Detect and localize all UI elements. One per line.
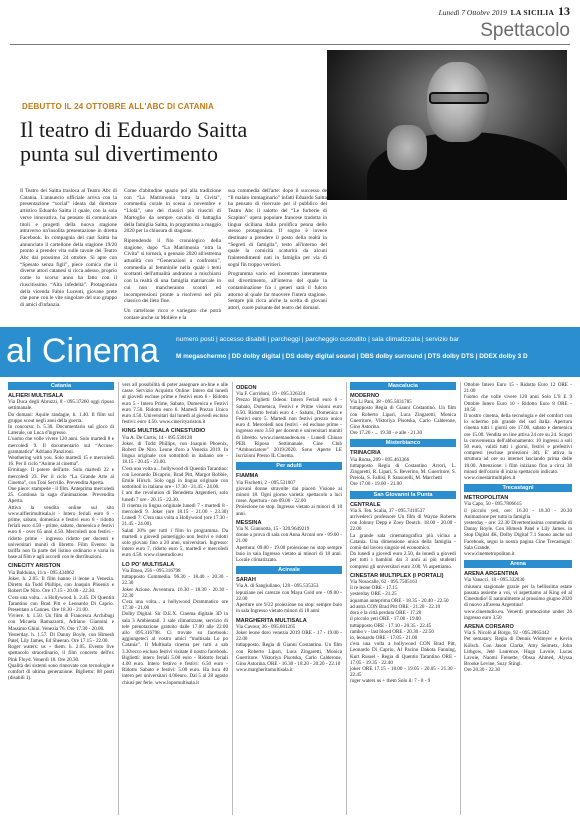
listing-line: Via Capo, 50 - 095.7806615 xyxy=(464,501,522,508)
listing-line: La grande sala cinematografica più vicina a Catania. Una dimensione unica della famiglia - comò dal lavoro singolo ed economico. xyxy=(350,532,456,552)
listing-line: Dolby Digital. Sir D.E.X. Cinema digitale 3D in sala 3 Ambientali. 3 sale climatizzate, servizio di tele prenotazione gratuito dalle 17.00 alle 22.00 allo 095.316798. Ci trovate su facebook: aggiungeteci al vostro amici “multisala Lo po Catania”. Il Multisala cinema per tutti a sab 3.30/ecco escluso festivi visitate il nostro facebook. Biglietti: intero feriali 5.00 euro - Ridotto feriali 4.00 euro. Intero festivo e festivi: 6.50 euro - Ridotto Sabato e festivi: 5.00 euro. Ha luca 40 intero per universitari 4.00euro. Dal 5 al 28 agosto chiusi per ferie. www.lopomultisala.it xyxy=(122,611,228,686)
cinema-name: ARENA CORSARO xyxy=(464,623,514,630)
article-paragraph: Il Teatro dei Saitta traslocа al Teatro Abc di Catania. L'annuncio ufficiale arriva con la presentazione “social” ideata dal direttore artistico Eduardo Saitta il quale, con la sola verve innovativa, ha pensato di comunicare titoli e progetti della nuova stagione attraverso un'insolita presentazione in diretta Facebook. In compagnia del cast Saitta ha annunciato il cartellone della stagione 19/20 pronto a prender vita sulle tavole del Teatro Abc dal prossimo 24 ottobre. Si apre con “Spesato senza figli”, piece comica che il diverse attori catanesi si ricca adesso, proprio come lo scorso anno ha fatto con il riuscitissimo “Alta infedeltà”. Protagonista della vicenda Fabio Lucenti, giovane prete che pone con le vite singolare del suo gruppo di amici d'infanzia. xyxy=(20,188,117,308)
listing-line: Via Etnea, 256 - 095.316798 xyxy=(122,567,181,574)
column-divider xyxy=(346,382,347,815)
cinema-name: CINECITY ARISTON xyxy=(8,563,61,570)
listing-line: C'era una volta a... hollywood di Quentin Tarantino: con Leonardo Dicaprio, Brad Pitt, Margot Robbie, Emile Hirsch. Solo oggi in lingua originale con sottotitoli in italiano ore - 17.30 - 21.45 - 24.00. xyxy=(122,465,228,491)
article-photo xyxy=(327,50,567,200)
listing-column-2 xyxy=(122,382,228,686)
article-paragraph: Programma vario ed incentrato interamente sul divertimento, all'interno del quale la contaminazione fra i generi sarà il fulcro attorno al quale far muovere l'intera stagione. Sempre più ricca anche la scelta di giovani attori, cuore pulsante del teatro del domani. xyxy=(228,271,327,311)
newspaper-brand: LA SICILIA xyxy=(510,8,555,17)
listing-line: Joker. h. 2.05. Il film hanno il leone a Venezia. Diretto da Todd Phillips, con Joaquin Phoenix e Robert De Niro. Ore 17.15 - 20.00 - 22.30. xyxy=(8,575,114,595)
listing-column-5 xyxy=(464,382,572,674)
cinema-name: LO PO' MULTISALA xyxy=(122,561,175,568)
listing-line: giovani donne stravolte dai piaceri Visione ai minori 18. Ogni giorno varietà: spettacolo a luci rosse. Apertura - ore 09.00 - 22.00 xyxy=(236,485,342,505)
listing-line: Ore 17.00 - 19.00 - 21.00 xyxy=(350,481,402,488)
listing-line: Apertura: 09.00 - 19.00 proiezione no stop sempre buio in sala Ingresso vietato ai minori di 18 anni. Locale climatizzato. xyxy=(236,544,342,564)
article-column-3 xyxy=(228,188,327,315)
cinema-name: KING MULTISALA CINESTUDIO xyxy=(122,428,206,435)
listing-line: Via Cavour, 36 - 095.601265 xyxy=(236,623,296,630)
listing-line: Da lunedì a giovedì euro 2.50, da lunedì a giovedì per tutti i bambini dai 3 anni ai più studenti compresi gli universitari euro 3.00. Vi aspettiamo. xyxy=(350,551,456,570)
article-paragraph: Come d'abitudine spazio poi alla tradizione con “La Matrimonia ‘ntra la Civita”, commedia corale in scena a novembre e “Liolà”, uno dei classici più riusciti di Martoglio da sempre cavallo di battaglia della famiglia Saitta, in programma a maggio 2020 per la chiusura di stagione. xyxy=(124,188,221,235)
city-header: Acireale xyxy=(236,566,342,574)
legend-icons-row: numero posti | accesso disabili | parcheggi | parcheggio custodito | sala climatizzata | servizio bar xyxy=(176,336,460,343)
cinema-name: MESSINA xyxy=(236,519,262,526)
listing-line: ad astra CON Brad Pitt ORE - 21.20 - 22.10 xyxy=(350,603,441,610)
article-headline xyxy=(20,118,320,166)
listing-line: io, leonardo ORE - 17.05 - 21.00 xyxy=(350,634,418,641)
cinema-name: SARAH xyxy=(236,577,256,584)
listing-line: rambo v - last blood ORE - 20.30 - 22.50 xyxy=(350,628,434,635)
photo-glasses-shape xyxy=(429,92,489,104)
listing-line: Roger waters: us + them. h. 2.05. Evento live spettacolo straordinario, il film concerto dell'ex Pink Floyd. Venerdì 18. Ore 20.30. xyxy=(8,644,114,663)
listing-line: Via Li Pani, 38 - 095.5831785 xyxy=(350,399,412,406)
headline-line-2: punta sul divertimento xyxy=(20,141,218,166)
listing-line: Via Roma, 209 - 095.463366 xyxy=(350,456,410,463)
listing-line: Joker. di Todd Phillips, con Joaquin Phoenix, Robert De Niro. Leone d'oro a Venezia 2019. In lingua originale con sottotitoli in italiano ore - 18.15 - 20.45 - 23.00. xyxy=(122,440,228,466)
column-divider xyxy=(460,382,461,815)
listing-line: Prezzo Biglietti Odeon: Intero Feriali euro 6 - Sabato, Domenica, Festivi e Prime visioni euro 6.50. Ridotto feriali euro 4 - Sabato, Domenica e Festivi euro 5. Martedì non festivi prezzo unico euro 4. Mercoledì non festivi - ed escluse prime - ingresso euro 3.50 per docenti e universitari muniti di libretto. www.cinemaodeon.eu - Lunedì Chiuso PER Riposo Settimanale. Cine Club “Ambasciatore” 2019/2020. Sono Aperte LE Iscrizioni Presso IL Cinema. xyxy=(236,397,342,460)
legend-audio-row: M megaschermo | DD dolby digital | DS dolby digital sound | DBS dolby surround | DTS dolby DTS | DDEX dolby 3 D xyxy=(176,353,528,360)
listing-line: lepuziane nei carezze con Maya Gold ore - 09.00 - 22.00 xyxy=(236,589,342,602)
cinema-name: METROPOLITAN xyxy=(464,495,509,502)
listing-line: chiusura stagionale grazie per la bellissima estate passata assieme a voi, vi aspettiamo al King ed al Cinestudio! E naturalmente al prossimo giugno 2020 di nuovo all'arena Argentina! xyxy=(464,583,572,609)
listing-line: Attiva la vendita online sul sito www.alfierimultisala.it - Intero feriali euro 6 - prime, sabato, domenica e festivi euro 8 - ridotto feriali euro 4.50 - prime, sabato, domenica e festivi euro 6 - over 65 anni 4.50. Mercoledì non festivi - ridotto prime - ingresso ridotto per docenti e universitari muniti di libretto. Film Evento: la tariffa non fa parte del listino ordinario e varia in base al film e agli accordi con le distribuzioni. xyxy=(8,504,114,561)
listing-line: Via N. Giannotta, 15 - 320.9649219 xyxy=(236,526,310,533)
listing-line: Yesterday. h. 1.57. Di Danny Boyle, con Himesh Patel, Lily James, Ed Sheeran. Ore 17.15 - 22.00. xyxy=(8,631,114,644)
header-rule xyxy=(10,44,570,45)
listing-line: arrivederci professore Un film di Wayne Roberts con Johnny Depp e Zoey Deutch. 18.00 - 20.00 - 22.00 xyxy=(350,514,456,533)
listing-line: Pet sematary. Regia di Dennis Widmyer e Kevin Kölsch. Con Jason Clarke, Amy Seimetz, John Lithgow, Jeté Laurence, Hugo Lavoie, Lucas Lavoie, Naomi Frenette, Obssa Ahmed, Alyssa Brooke Levine, Suzy Stingl. xyxy=(464,636,572,668)
article-column-1 xyxy=(20,188,117,312)
article-paragraph: sua commedia dell'arte: dopo il successo de “Il malato immaginario” infatti Eduardo Saitta ha pensato di riservare per il pubblico del Teatro Abc il salotto del “Le furberie di Scapino” opera popolare francese tradotta in lingua siciliana dalla prolifica penna dello stesso protagonista. Il sogno è invece destinato a prendere il posto della realtà in “Segreti di famiglia”, testo all'interno del quale la comicità scaturirà da alcuni fraintendimenti nati in famiglia per via di sogni fin troppo veritieri. xyxy=(228,188,327,268)
listing-line: Ore 17.20 - ... 19.30 - e alle - 21.30 xyxy=(350,430,423,437)
article-paragraph: Riprendendo il filo cronologico della stagione, dopo “La Matrimonia ‘ntra la Civita” si tornerà, a gennaio 2020 all'estrema attualità con “Generazioni a confronto”, commedia al femminile nella quale i temi scottanti dell'attualità andranno a mischiarsi con la realtà di una famiglia matriarcale in cui non mancheranno scontri ed incomprensioni pronte a risolversi nel più classico dei lieto fine. xyxy=(124,237,221,305)
listing-line: Il nostro cinema, della tecnologia e del comfort con lo schermo più grande del sud Italia. Apertura cinema tutti i giorni ore 17.00, sabato e domenica ore 15.00. Vendita on line attiva 24 ore su 24. Scopri la convenienza dell'abbonamento: 10 ingressi a soli 50 euro, validi tutti i giorni, festivi e prefestivi compresi (escluse proiezioni 3d). E' attiva la struttura ad ore su internet lasciando prima delle 18.00. Attenzione: i film iniziano fino a circa 30 minuti dell'orario di inizio spettacolo indicato. xyxy=(464,413,572,475)
cinema-banner xyxy=(0,327,580,377)
listing-line: il re leone ORE - 17.15 xyxy=(350,585,398,592)
listing-line: Proiezione no stop. Ingresso vietato ai minori di 18 anni. xyxy=(236,504,342,517)
listing-line: Qualità dei sistemi sono rinnovate con tecnologie e comfort di ultima generazione. Biglietto: 88 posti (disabili 1). xyxy=(8,662,114,682)
listing-line: In concorso: h. 5.30. Documentario sul gioco di Laterale, un Luca d'ingresso. xyxy=(8,424,114,437)
listing-column-4 xyxy=(350,382,456,685)
listing-line: joker ORE 17.15 - 18.00 - 19.05 - 20.05 - 21.30 - 22.45 xyxy=(350,665,456,679)
listing-line: tuttapposto Regia di Gianni Costantino. Un film con Roberto Lipari, Luca Zingaretti, Monica Guerritore, Viktoriya Pisotska, Carlo Calderone, Gino Astorina. xyxy=(350,405,456,431)
listing-line: Ermitage. Il potere dell'arte. Solo martedì 22 e mercoledì 23. Per il ciclo “La Grande Arte al Cinema”, con Toni Servillo. Prevendita Aperta. xyxy=(8,467,114,486)
column-divider xyxy=(118,382,119,815)
listing-line: tuttapposto Commedia. 96.30 - 18.40 - 20.30 - 22.30 xyxy=(122,574,228,587)
cinema-name: MARGHERITA MULTISALA xyxy=(236,617,307,624)
listing-line: vers all possibilità di poter assegnare on-line e alle casse. Servizio Acquisto Online: Intero dal lunedì al giovedì escluse prime e festivi euro 6 - Ridotto euro 5 - Intero Prime, Sabato, Domenica e Festivi euro 7.50. Ridotto euro 6. Martedì Prezzo Unico euro 4.50. Universitari dal lunedì al giovedì escluso festivi: euro 4.50. www.cinecityariston.it xyxy=(122,382,228,426)
listing-line: yesterday ORE - 21.25 xyxy=(350,591,397,598)
listing-line: yesterday - ore: 22.30 Divertentissima commedia di Danny Boyle. Con Himesh Patel e Lily James. in Stop Digital 4K, Dolby Digital 7.1 Suono anche sul Facebook, segui la nostra pagina Cine Trecastagni: Sala Grande. xyxy=(464,520,572,551)
cinema-banner-title: al Cinema xyxy=(6,332,160,370)
photo-hand-shape xyxy=(387,125,427,170)
listing-line: il piccolo yeti ORE - 17.00 - 19.00 xyxy=(350,616,421,623)
city-header: Misterbianco xyxy=(350,439,456,447)
listing-line: l'uomo che volle vivere 120 anni Solo L'8 E 9 Ottobre Intero Euro 10 - Ridotto Euro 8 ORE - 18.50 xyxy=(464,394,572,413)
listing-line: tuttapposto ORE - 17.10 - 20.35 - 22.45 xyxy=(350,622,432,629)
listing-line: C'era una volta... a Hollywood. h. 2.45. Di Quentin Tarantino con Brad Pitt e Leonardo Di Caprio. Presentato a Cannes. Ore 18.30 - 21.00. xyxy=(8,594,114,613)
listing-line: Da domani: Aquile randagie, h. 1.40. Il film sul gruppo scout negli anni della guerra. xyxy=(8,411,114,424)
listing-line: C'era una volta... a hollywood Drammatico ore 17.30 - 21.00 xyxy=(122,598,228,612)
listing-line: dora e la città perduta ORE - 17.20 xyxy=(350,610,422,617)
listing-line: Viviere. h. 1.50. Un film di Francesca Archibugi con Micaela Ramazzotti, Adriano Giannini e Massimo Ghini. Venezia 76. Ore 17.30 - 20.00. xyxy=(8,613,114,632)
section-title: Spettacolo xyxy=(480,20,570,41)
listing-line: c'era una volta a hollywood CON Brad Pitt, Leonardo Di Caprio, Al Pacino Dakota Fanning, Kurt Russel - Regia di Quentin Tarantino ORE - 17.05 - 19.35 - 22.40 xyxy=(350,641,456,666)
listing-line: Via S. Nicolò al Borgo, 92 - 095.2865442 xyxy=(464,630,550,637)
listing-line: Ottobre Intero Euro 15 - Ridotto Euro 12 ORE - 21.00 xyxy=(464,382,572,395)
city-header: Trecastagni xyxy=(464,484,572,492)
cinema-name: FIAMMA xyxy=(236,473,259,480)
listing-column-3 xyxy=(236,382,342,673)
listing-line: One piece: stampede - il film. Anteprima mercoledì 25. Continua la saga d'animazione. Prevendita Aperta. xyxy=(8,486,114,505)
listing-line: tuttapposto. Regia di Gianni Costantino. Un film con Roberto Lipari, Luca Zingaretti, Monica Guerritore. Viktoriya Pisotska, Carlo Calderone, Gino Astorina. ORE - 16.30 - 18.20 - 20.20 - 22.10 xyxy=(236,642,342,667)
listing-column-1 xyxy=(8,382,114,681)
city-header: San Giovanni la Punta xyxy=(350,491,456,499)
cinema-name: CINESTAR MULTIPLEX (I PORTALI) xyxy=(350,572,444,579)
listing-line: Via Nosocalle, 62 - 095.7505163 xyxy=(350,579,418,586)
listing-line: www.cinestudio.eu. Venerdì promozione under 26 ingresso euro 3.50 xyxy=(464,608,572,621)
listing-line: Joker leone dorо venezia 2019 ORE - 17 - 19.00 - 22.00 xyxy=(236,629,342,643)
cinema-name: ARENA ARGENTINA xyxy=(464,571,519,578)
listing-line: Via Duca degli Abruzzi, 8 - 095.37260 oggi riposo settimanale. xyxy=(8,399,114,412)
cinema-legend-icons xyxy=(176,336,459,343)
listing-line: Via A. De Curtis, 14 - 095.530128 xyxy=(122,434,193,441)
listing-line: Via F. Corridoni, 19 - 095.326324 xyxy=(236,391,306,398)
article-kicker: DEBUTTO IL 24 OTTOBRE ALL'ABC DI CATANIA xyxy=(22,102,214,111)
listing-line: Via Fischetti, 2 - 095.531007 xyxy=(236,479,296,486)
page-header xyxy=(10,4,570,20)
cinema-name: CENTRALE xyxy=(350,501,381,508)
listing-line: www.margheritamultisala.it xyxy=(236,667,293,674)
article-column-2 xyxy=(124,188,221,324)
page-number: 13 xyxy=(558,4,570,18)
listing-line: Via S. Ten. Scalia, 37 - 095.7410537 xyxy=(350,507,425,514)
listing-line: aquaman anteprima ORE - 18.35 - 20.40 - 22.50 xyxy=(350,597,449,604)
cinema-legend-audio xyxy=(176,353,528,360)
city-header: Catania xyxy=(8,382,114,390)
city-header: Per adulti xyxy=(236,462,342,470)
headline-line-1: Il teatro di Eduardo Saitta xyxy=(20,117,248,142)
cinema-name: MODERNO xyxy=(350,393,380,399)
city-header: Arena xyxy=(464,560,572,568)
listing-line: il piccolo yeti, ore: 16.30 - 18.30 - 20.30 Animazione per tutta la famiglia. xyxy=(464,507,572,520)
cinema-name: ALFIERI MULTISALA xyxy=(8,393,64,399)
listing-line: L'uomo che volle vivere 120 anni. Solo martedì 8 e mercoledì 9. Il documentario sul “Accuse: grammatica” Adriano Panzironi. xyxy=(8,436,114,455)
city-header: Mascalucia xyxy=(350,382,456,390)
listing-line: Aperture ore 9/22 proiezione no stop: sempre buio in sala Ingresso vietato minori di 18 anni xyxy=(236,602,342,615)
listing-line: Via A. di Sangiuliano, 128 - 095.535353 xyxy=(236,583,319,590)
listing-line: Weathering with you. Solo martedì 15 e mercoledì 16. Per il ciclo “Anime al cinema”. xyxy=(8,455,114,468)
listing-line: roger waters us + them Solo il: 7 - 8 - 9 xyxy=(350,678,431,685)
listing-line: Joker Azione. Avventura. 16.30 - 18.30 - 20.30 - 22.30 xyxy=(122,586,228,599)
listing-line: www.cinestarmultiplex.it xyxy=(464,475,516,482)
cinema-name: TRINACRIA xyxy=(350,450,381,457)
listing-line: donne a prova di sala con Anna Arcuni ore - 09.00 - 21.00 xyxy=(236,532,342,545)
listing-line: I am the revolution di Benedetta Argentieri, solo lunedì 7 ore - 20.15 - 22.30. xyxy=(122,490,228,503)
listing-line: tuttapposto Regia di Costantino Arrori, L. Zingaretti, R. Lipari, S. Beverino, M. Guerritore, S. Preiola, S. Fallisi, P. Sansorelli, M. Marchetti xyxy=(350,462,456,482)
listing-line: Salati 20% per tutti i film in programma. Da martedì a giovedì pomeriggio non festivi e ridotti solo giovani fino a 20 anni, universitari. Ingresso: intero euro 7, ridotto euro 5, martedì e mercoledì euro 4.50. www.cinestudio.eu xyxy=(122,527,228,559)
column-divider xyxy=(232,382,233,815)
listing-line: www.cinemetropolitan.it xyxy=(464,551,515,558)
listing-line: Il cinema in lingua originale lunedì 7 - martedì 8 - mercoledì 9. Joker (ore 18.15 - 21.00 - 23.30) Lunedì 7: C'era una volta a Hollywood (ore 17.30 - 21.45 - 24.00). xyxy=(122,502,228,528)
article-paragraph: Un cartellone ricco e variegato che potrà contare anche su Molière e la xyxy=(124,307,221,321)
issue-date: Lunedì 7 Ottobre 2019 xyxy=(438,8,507,17)
cinema-name: ODEON xyxy=(236,385,257,391)
listing-line: Via Balduina, 11/a - 095.434062 xyxy=(8,569,75,576)
listing-line: Via Vanacci, 18 - 095.332030 xyxy=(464,577,525,584)
listing-line: Ore 20.30 - 22.30 xyxy=(464,667,501,674)
